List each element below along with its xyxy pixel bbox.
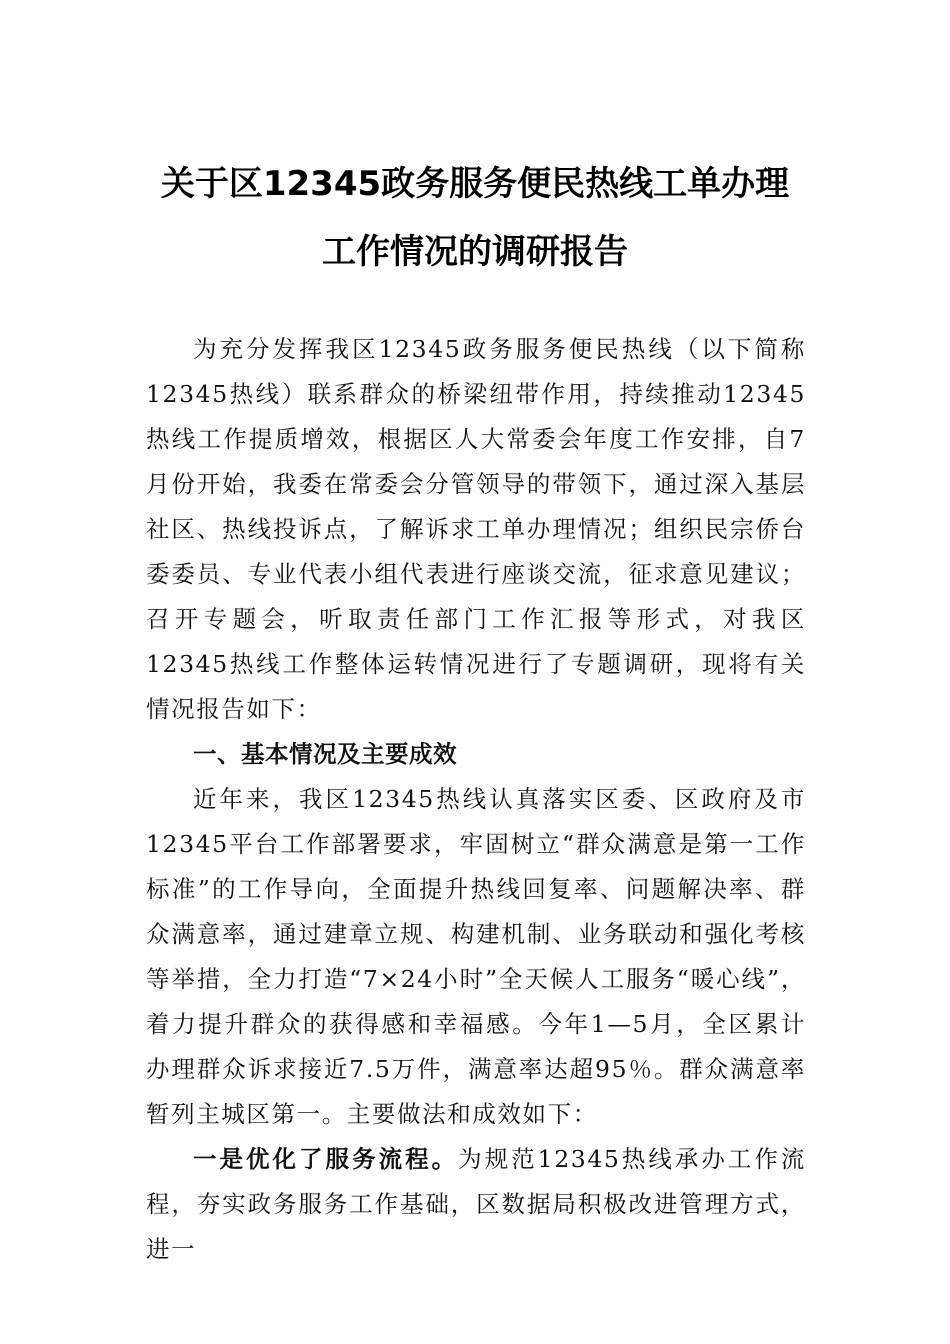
document-body bbox=[146, 327, 806, 1272]
intro-paragraph: 为充分发挥我区12345政务服务便民热线（以下简称12345热线）联系群众的桥梁纽带作用，持续推动12345热线工作提质增效，根据区人大常委会年度工作安排，自7月份开始，我委在常委会分管领导的带领下，通过深入基层社区、热线投诉点，了解诉求工单办理情况；组织民宗侨台委委员、专业代表小组代表进行座谈交流，征求意见建议；召开专题会，听取责任部门工作汇报等形式，对我区12345热线工作整体运转情况进行了专题调研，现将有关情况报告如下： bbox=[146, 335, 806, 723]
section-1-paragraph: 近年来，我区12345热线认真落实区委、区政府及市12345平台工作部署要求，牢固树立“群众满意是第一工作标准”的工作导向，全面提升热线回复率、问题解决率、群众满意率，通过建章立规、构建机制、业务联动和强化考核等举措，全力打造“7×24小时”全天候人工服务“暖心线”，着力提升群众的获得感和幸福感。今年1—5月，全区累计办理群众诉求接近7.5万件，满意率达超95％。群众满意率暂列主城区第一。主要做法和成效如下： bbox=[146, 785, 806, 1128]
section-1-heading: 一、基本情况及主要成效 bbox=[193, 740, 457, 768]
point-1-lead: 一是优化了服务流程。 bbox=[193, 1145, 459, 1173]
document-title-line-2: 工作情况的调研报告 bbox=[322, 232, 628, 272]
document-title-line-1: 关于区12345政务服务便民热线工单办理 bbox=[160, 164, 790, 204]
point-1-text: 为规范12345热线承办工作流程，夯实政务服务工作基础，区数据局积极改进管理方式，进一 bbox=[146, 1145, 806, 1263]
point-1-paragraph bbox=[146, 1137, 806, 1272]
